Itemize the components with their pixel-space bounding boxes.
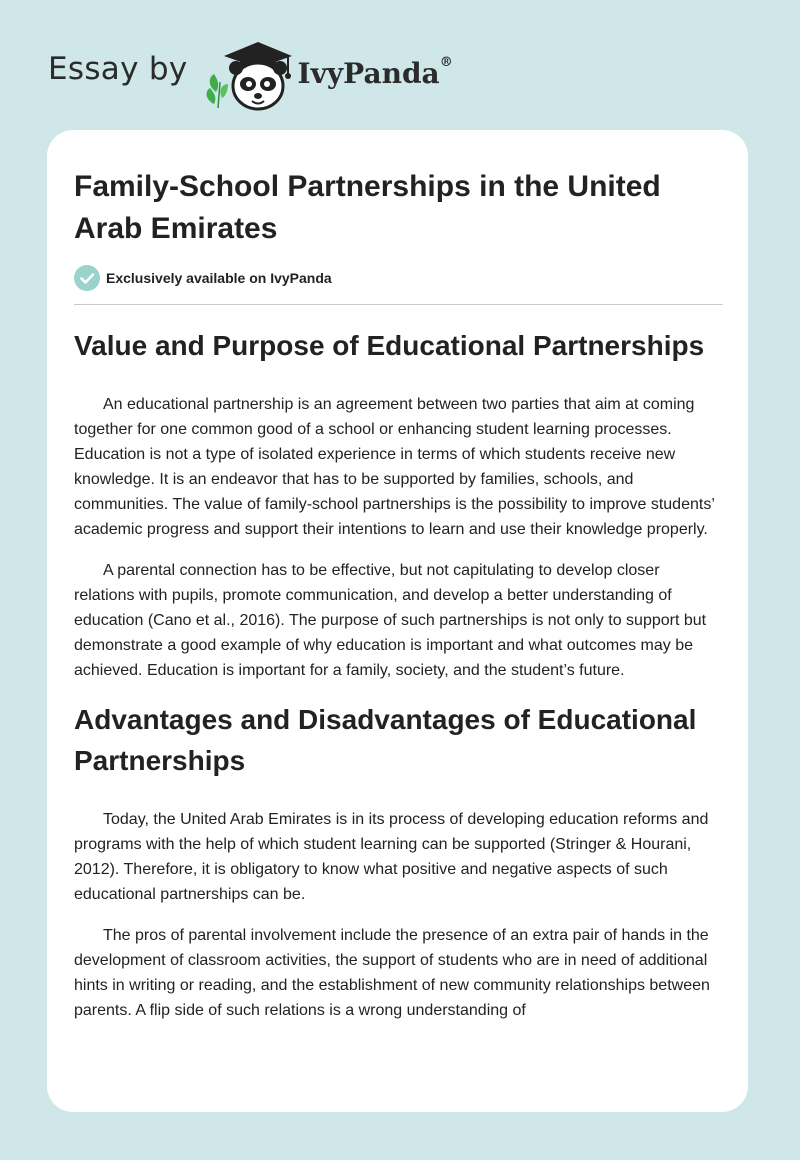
- essay-title: Family-School Partnerships in the United Arab Emirates: [74, 170, 661, 245]
- registered-mark: ®: [439, 54, 453, 70]
- exclusive-badge: [74, 264, 724, 292]
- check-circle-icon: [74, 265, 100, 291]
- section-heading: Advantages and Disadvantages of Educational Partnerships: [74, 704, 697, 776]
- paragraph: The pros of parental involvement include the presence of an extra pair of hands in the development of classroom activities, the support of students who are in need of additional hints in writing or reading, and the establishment of new community relationships between parents. A flip side of such relations is a wrong understanding of: [74, 927, 710, 1019]
- brand-name: IvyPanda®: [297, 54, 453, 90]
- exclusive-label: Exclusively available on IvyPanda: [106, 270, 332, 286]
- essay-card: [47, 130, 748, 1112]
- essay-content: [74, 166, 724, 1023]
- ivypanda-logo-icon[interactable]: [202, 34, 294, 114]
- essay-by-label: Essay by: [48, 51, 188, 87]
- paragraph: An educational partnership is an agreement between two parties that aim at coming together for one common good of a school or enhancing student learning processes. Education is not a type of isolated experience in terms of which students receive new knowledge. It is an endeavor that has to be supported by families, schools, and communities. The value of family-school partnerships is the possibility to improve students’ academic progress and support their intentions to learn and use their knowledge properly.: [74, 396, 715, 538]
- paragraph: A parental connection has to be effective, but not capitulating to develop closer relations with pupils, promote communication, and develop a better understanding of education (Cano et al., 2016). The purpose of such partnerships is not only to support but demonstrate a good example of why education is important and what outcomes may be achieved. Education is important for a family, society, and the student’s future.: [74, 562, 707, 679]
- site-header: [48, 34, 453, 114]
- section-heading: Value and Purpose of Educational Partnerships: [74, 330, 705, 361]
- paragraph: Today, the United Arab Emirates is in its process of developing education reforms and programs with the help of which student learning can be supported (Stringer & Hourani, 2012). Therefore, it is obligatory to know what positive and negative aspects of such educational partnerships can be.: [74, 811, 709, 903]
- title-divider: [74, 304, 723, 305]
